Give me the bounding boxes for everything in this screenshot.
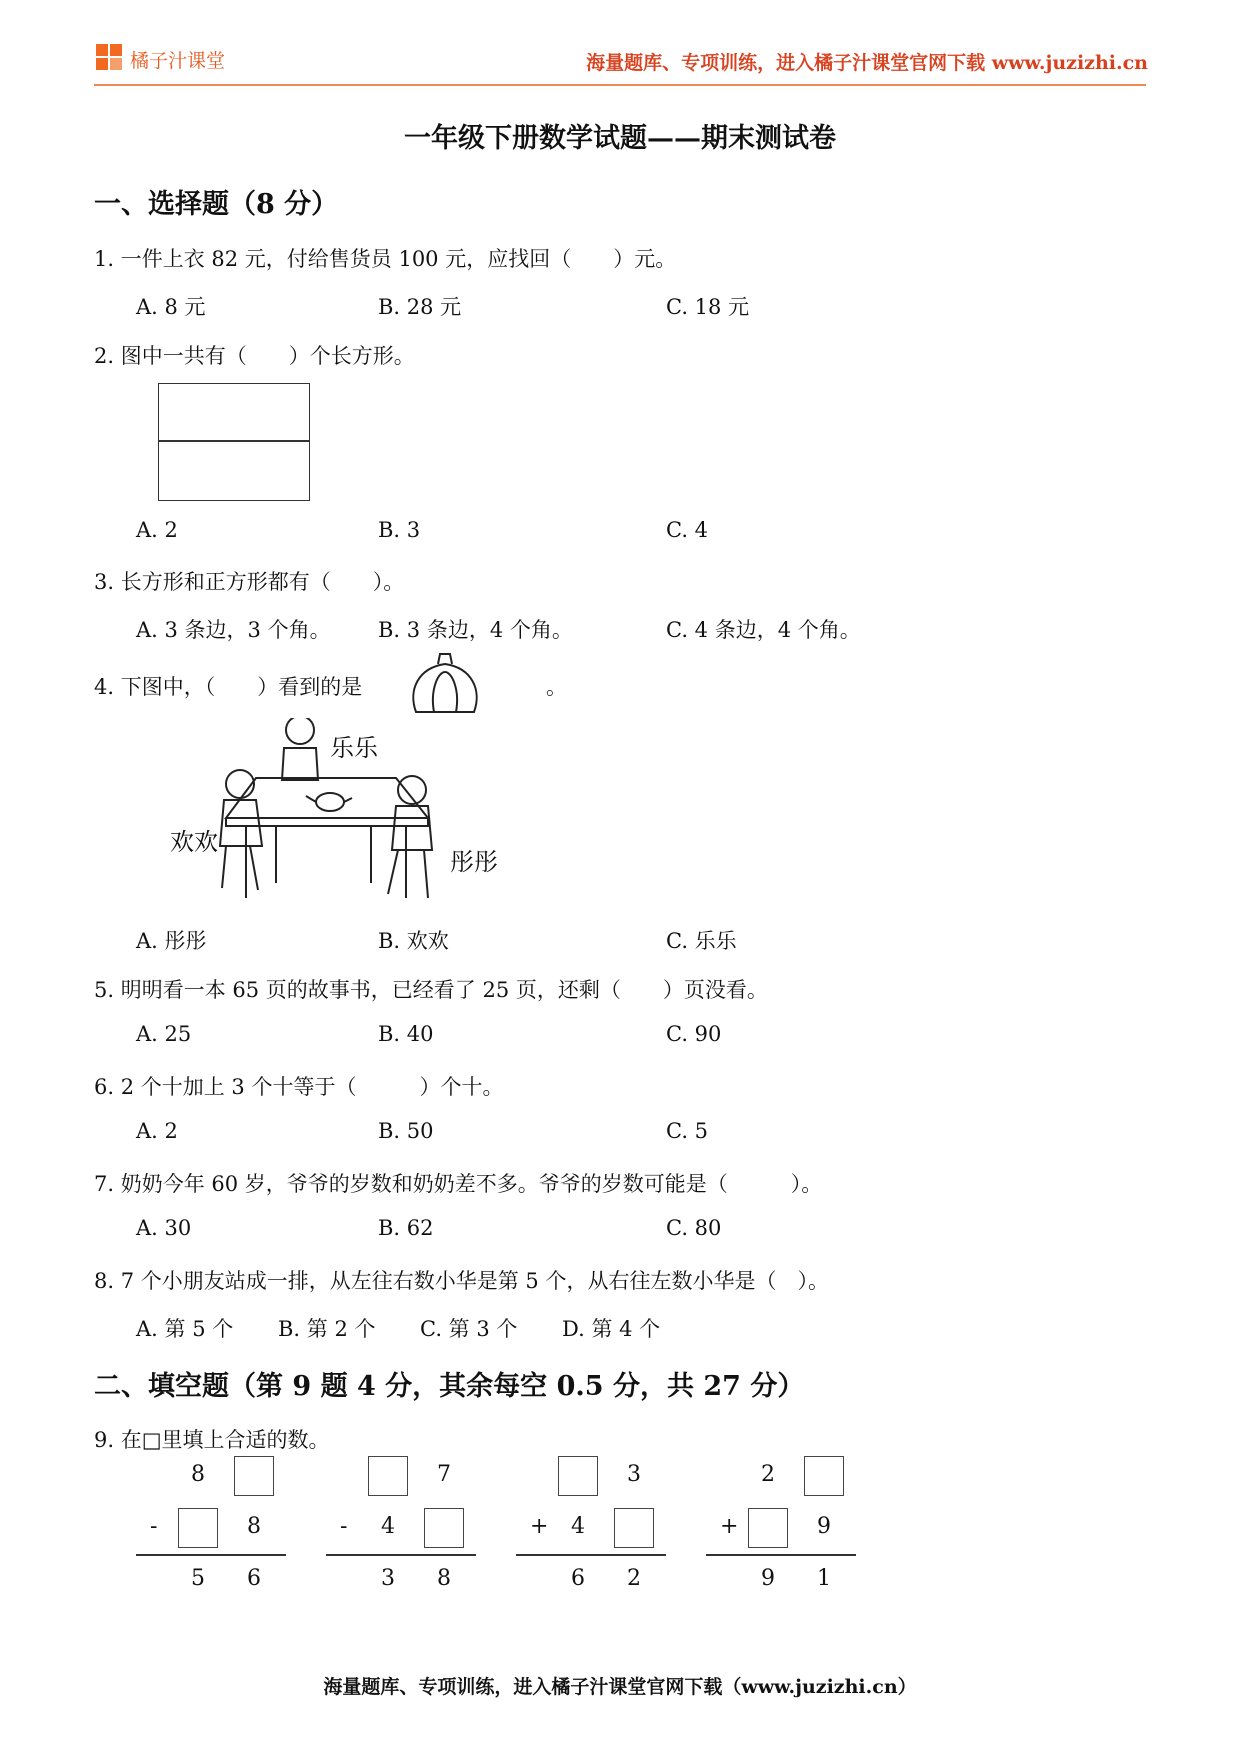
q8-option-a: A. 第 5 个 <box>136 1317 234 1341</box>
q8-option-d: D. 第 4 个 <box>562 1317 661 1341</box>
brand-logo-icon <box>96 44 124 72</box>
problem-2-result-ones-digit: 8 <box>437 1566 451 1591</box>
problem-2-operator: - <box>340 1514 348 1539</box>
problem-1-mid-tens-blank-box[interactable] <box>178 1508 218 1548</box>
problem-2-mid-ones-blank-box[interactable] <box>424 1508 464 1548</box>
q4-option-c: C. 乐乐 <box>666 929 737 953</box>
q3-option-a: A. 3 条边，3 个角。 <box>136 618 331 642</box>
problem-2-top-ones-digit: 7 <box>437 1462 451 1487</box>
problem-3-operator: + <box>530 1514 549 1539</box>
question-2: 2. 图中一共有（ ）个长方形。 <box>94 344 415 368</box>
question-4: 4. 下图中，（ ）看到的是 <box>94 675 363 699</box>
page-title: 一年级下册数学试题——期末测试卷 <box>404 123 836 154</box>
problem-3-top-ones-digit: 3 <box>627 1462 641 1487</box>
problem-1-result-tens-digit: 5 <box>191 1566 205 1591</box>
problem-1-top-tens-digit: 8 <box>191 1462 205 1487</box>
q6-option-c: C. 5 <box>666 1119 709 1143</box>
problem-2-mid-tens-digit: 4 <box>381 1514 395 1539</box>
problem-3-result-tens-digit: 6 <box>571 1566 585 1591</box>
problem-2-sum-line <box>326 1554 476 1556</box>
question-5: 5. 明明看一本 65 页的故事书，已经看了 25 页，还剩（ ）页没看。 <box>94 978 768 1002</box>
q6-option-b: B. 50 <box>378 1119 434 1143</box>
q7-option-a: A. 30 <box>136 1216 192 1240</box>
problem-3-result-ones-digit: 2 <box>627 1566 641 1591</box>
q7-option-b: B. 62 <box>378 1216 434 1240</box>
q3-option-c: C. 4 条边，4 个角。 <box>666 618 861 642</box>
label-tongtong: 彤彤 <box>450 848 498 876</box>
problem-1-sum-line <box>136 1554 286 1556</box>
q1-option-b: B. 28 元 <box>378 295 462 319</box>
q1-option-c: C. 18 元 <box>666 295 750 319</box>
problem-2-top-tens-blank-box[interactable] <box>368 1456 408 1496</box>
problem-4-operator: + <box>720 1514 739 1539</box>
q5-option-b: B. 40 <box>378 1022 434 1046</box>
q6-option-a: A. 2 <box>136 1119 178 1143</box>
section-heading-fill-blank: 二、填空题（第 9 题 4 分，其余每空 0.5 分，共 27 分） <box>94 1371 805 1402</box>
q1-option-a: A. 8 元 <box>136 295 206 319</box>
q8-option-c: C. 第 3 个 <box>420 1317 518 1341</box>
problem-3-mid-tens-digit: 4 <box>571 1514 585 1539</box>
q2-option-b: B. 3 <box>378 518 421 542</box>
problem-3-mid-ones-blank-box[interactable] <box>614 1508 654 1548</box>
question-7: 7. 奶奶今年 60 岁，爷爷的岁数和奶奶差不多。爷爷的岁数可能是（ ）。 <box>94 1172 823 1196</box>
q2-option-c: C. 4 <box>666 518 709 542</box>
problem-4-mid-tens-blank-box[interactable] <box>748 1508 788 1548</box>
q3-option-b: B. 3 条边，4 个角。 <box>378 618 573 642</box>
q5-option-c: C. 90 <box>666 1022 722 1046</box>
brand-name: 橘子汁课堂 <box>130 50 226 72</box>
problem-4-top-ones-blank-box[interactable] <box>804 1456 844 1496</box>
problem-1-result-ones-digit: 6 <box>247 1566 261 1591</box>
problem-2-result-tens-digit: 3 <box>381 1566 395 1591</box>
problem-1-top-ones-blank-box[interactable] <box>234 1456 274 1496</box>
question-6: 6. 2 个十加上 3 个十等于（ ）个十。 <box>94 1075 504 1099</box>
question-8: 8. 7 个小朋友站成一排，从左往右数小华是第 5 个，从右往左数小华是（ ）。 <box>94 1269 829 1293</box>
q2-option-a: A. 2 <box>136 518 178 542</box>
header-divider <box>94 84 1146 86</box>
problem-1-mid-ones-digit: 8 <box>247 1514 261 1539</box>
q5-option-a: A. 25 <box>136 1022 192 1046</box>
footer-promo: 海量题库、专项训练，进入橘子汁课堂官网下载（www.juzizhi.cn） <box>323 1676 917 1698</box>
q4-option-a: A. 彤彤 <box>136 929 207 953</box>
problem-4-result-tens-digit: 9 <box>761 1566 775 1591</box>
question-1: 1. 一件上衣 82 元，付给售货员 100 元，应找回（ ）元。 <box>94 247 677 271</box>
teapot-top-view-icon <box>408 650 482 716</box>
rectangle-figure <box>158 383 310 501</box>
q4-option-b: B. 欢欢 <box>378 929 449 953</box>
problem-4-sum-line <box>706 1554 856 1556</box>
problem-1-operator: - <box>150 1514 158 1539</box>
rectangle-divider-line <box>158 440 310 442</box>
section-heading-choice: 一、选择题（8 分） <box>94 189 339 220</box>
problem-4-result-ones-digit: 1 <box>817 1566 831 1591</box>
header-promo-link[interactable]: 海量题库、专项训练，进入橘子汁课堂官网下载 www.juzizhi.cn <box>586 52 1148 74</box>
question-9: 9. 在□里填上合适的数。 <box>94 1428 330 1452</box>
problem-4-mid-ones-digit: 9 <box>817 1514 831 1539</box>
question-3: 3. 长方形和正方形都有（ ）。 <box>94 570 405 594</box>
problem-3-top-tens-blank-box[interactable] <box>558 1456 598 1496</box>
q7-option-c: C. 80 <box>666 1216 722 1240</box>
problem-3-sum-line <box>516 1554 666 1556</box>
q8-option-b: B. 第 2 个 <box>278 1317 376 1341</box>
label-huanhuan: 欢欢 <box>170 828 218 856</box>
children-at-table-illustration <box>166 718 456 908</box>
problem-4-top-tens-digit: 2 <box>761 1462 775 1487</box>
question-4-tail: 。 <box>546 675 567 699</box>
label-lele: 乐乐 <box>330 734 378 762</box>
